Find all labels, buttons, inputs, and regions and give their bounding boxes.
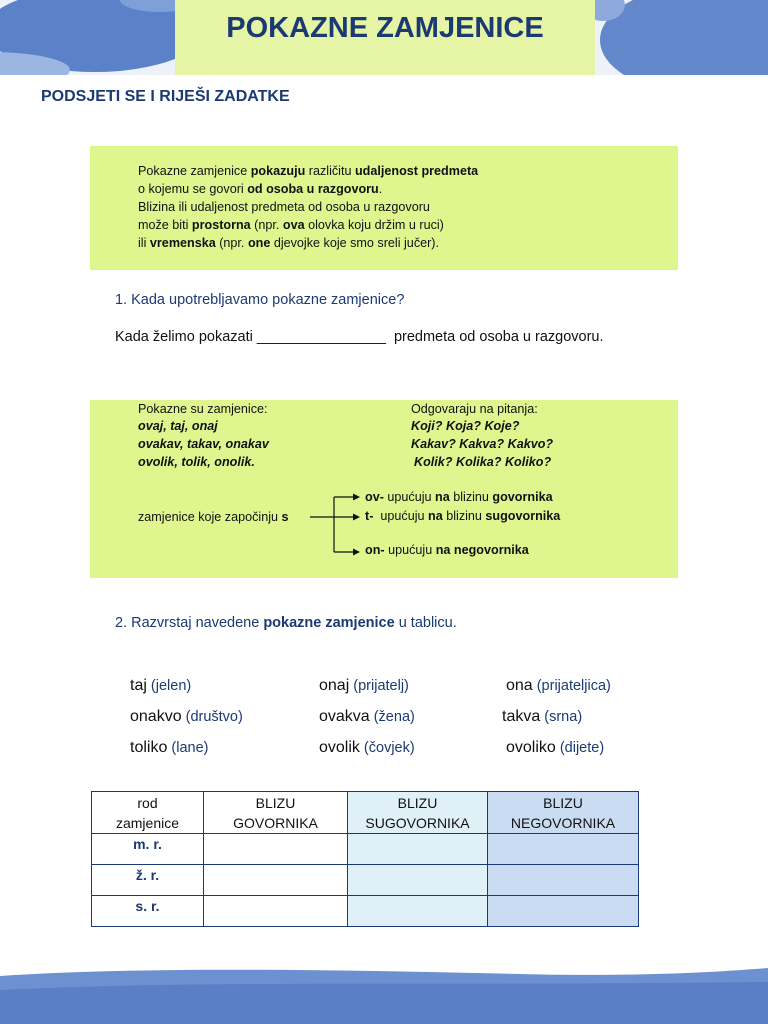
table-cell[interactable] (204, 896, 348, 927)
word-item: taj (jelen) (130, 677, 192, 694)
word-item: ovolik (čovjek) (319, 739, 415, 756)
info-line-1: Pokazne zamjenice pokazuju različitu udaljenost predmeta (138, 164, 479, 178)
info-line-3: Blizina ili udaljenost predmeta od osoba u razgovoru (138, 200, 430, 214)
pronouns-heading: Pokazne su zamjenice: (138, 402, 268, 416)
table-cell[interactable] (204, 834, 348, 865)
word-item: ovoliko (dijete) (506, 739, 605, 756)
word-item: takva (srna) (502, 708, 583, 725)
info-line-2: o kojemu se govori od osoba u razgovoru. (138, 182, 383, 196)
answer-1-sentence: Kada želimo pokazati ________________ predmeta od osoba u razgovoru. (115, 329, 604, 345)
header-decoration-right (595, 0, 768, 75)
word-item: toliko (lane) (130, 739, 209, 756)
table-cell[interactable] (348, 865, 488, 896)
table-cell[interactable] (204, 865, 348, 896)
questions-line-2: Kakav? Kakva? Kakvo? (411, 437, 554, 451)
table-cell[interactable] (488, 834, 639, 865)
rule-on: on- upućuju na negovornika (365, 543, 529, 557)
word-item: onakvo (društvo) (130, 708, 243, 725)
table-row (92, 834, 639, 865)
answer-1-blank[interactable]: ________________ (256, 329, 386, 345)
info-box (90, 146, 678, 270)
table-row (92, 865, 639, 896)
table-cell[interactable] (348, 834, 488, 865)
rule-t: t- upućuju na blizinu sugovornika (365, 509, 561, 523)
header-near-nonparticipant: BLIZU NEGOVORNIKA (488, 792, 639, 834)
table-cell[interactable] (488, 865, 639, 896)
rules-box (90, 400, 678, 578)
section-subtitle: PODSJETI SE I RIJEŠI ZADATKE (41, 88, 290, 105)
footer-decoration (0, 968, 768, 1024)
word-item: ona (prijateljica) (506, 677, 611, 694)
branch-arrows (308, 488, 368, 568)
questions-line-1: Koji? Koja? Koje? (411, 419, 520, 433)
header-gender: rod zamjenice (92, 792, 204, 834)
pronouns-line-1: ovaj, taj, onaj (138, 419, 218, 433)
rule-ov: ov- upućuju na blizinu govornika (365, 490, 553, 504)
word-item: onaj (prijatelj) (319, 677, 409, 694)
sorting-table (91, 791, 639, 927)
row-label-feminine: ž. r. (92, 865, 204, 896)
question-2: 2. Razvrstaj navedene pokazne zamjenice u tablicu. (115, 615, 457, 631)
info-line-4: može biti prostorna (npr. ova olovka koju držim u ruci) (138, 218, 444, 232)
pronouns-line-2: ovakav, takav, onakav (138, 437, 269, 451)
starts-with-label: zamjenice koje započinju s (138, 510, 289, 524)
row-label-neuter: s. r. (92, 896, 204, 927)
questions-heading: Odgovaraju na pitanja: (411, 402, 538, 416)
questions-line-3: Kolik? Kolika? Koliko? (414, 455, 552, 469)
row-label-masculine: m. r. (92, 834, 204, 865)
table-row (92, 896, 639, 927)
header-decoration-left (0, 0, 175, 75)
table-cell[interactable] (488, 896, 639, 927)
question-1: 1. Kada upotrebljavamo pokazne zamjenice? (115, 292, 405, 308)
page-title: POKAZNE ZAMJENICE (226, 12, 544, 44)
pronouns-line-3: ovolik, tolik, onolik. (138, 455, 255, 469)
info-line-5: ili vremenska (npr. one djevojke koje smo sreli jučer). (138, 236, 440, 250)
table-header-row (92, 792, 639, 834)
word-item: ovakva (žena) (319, 708, 415, 725)
header-near-listener: BLIZU SUGOVORNIKA (348, 792, 488, 834)
header-near-speaker: BLIZU GOVORNIKA (204, 792, 348, 834)
table-cell[interactable] (348, 896, 488, 927)
